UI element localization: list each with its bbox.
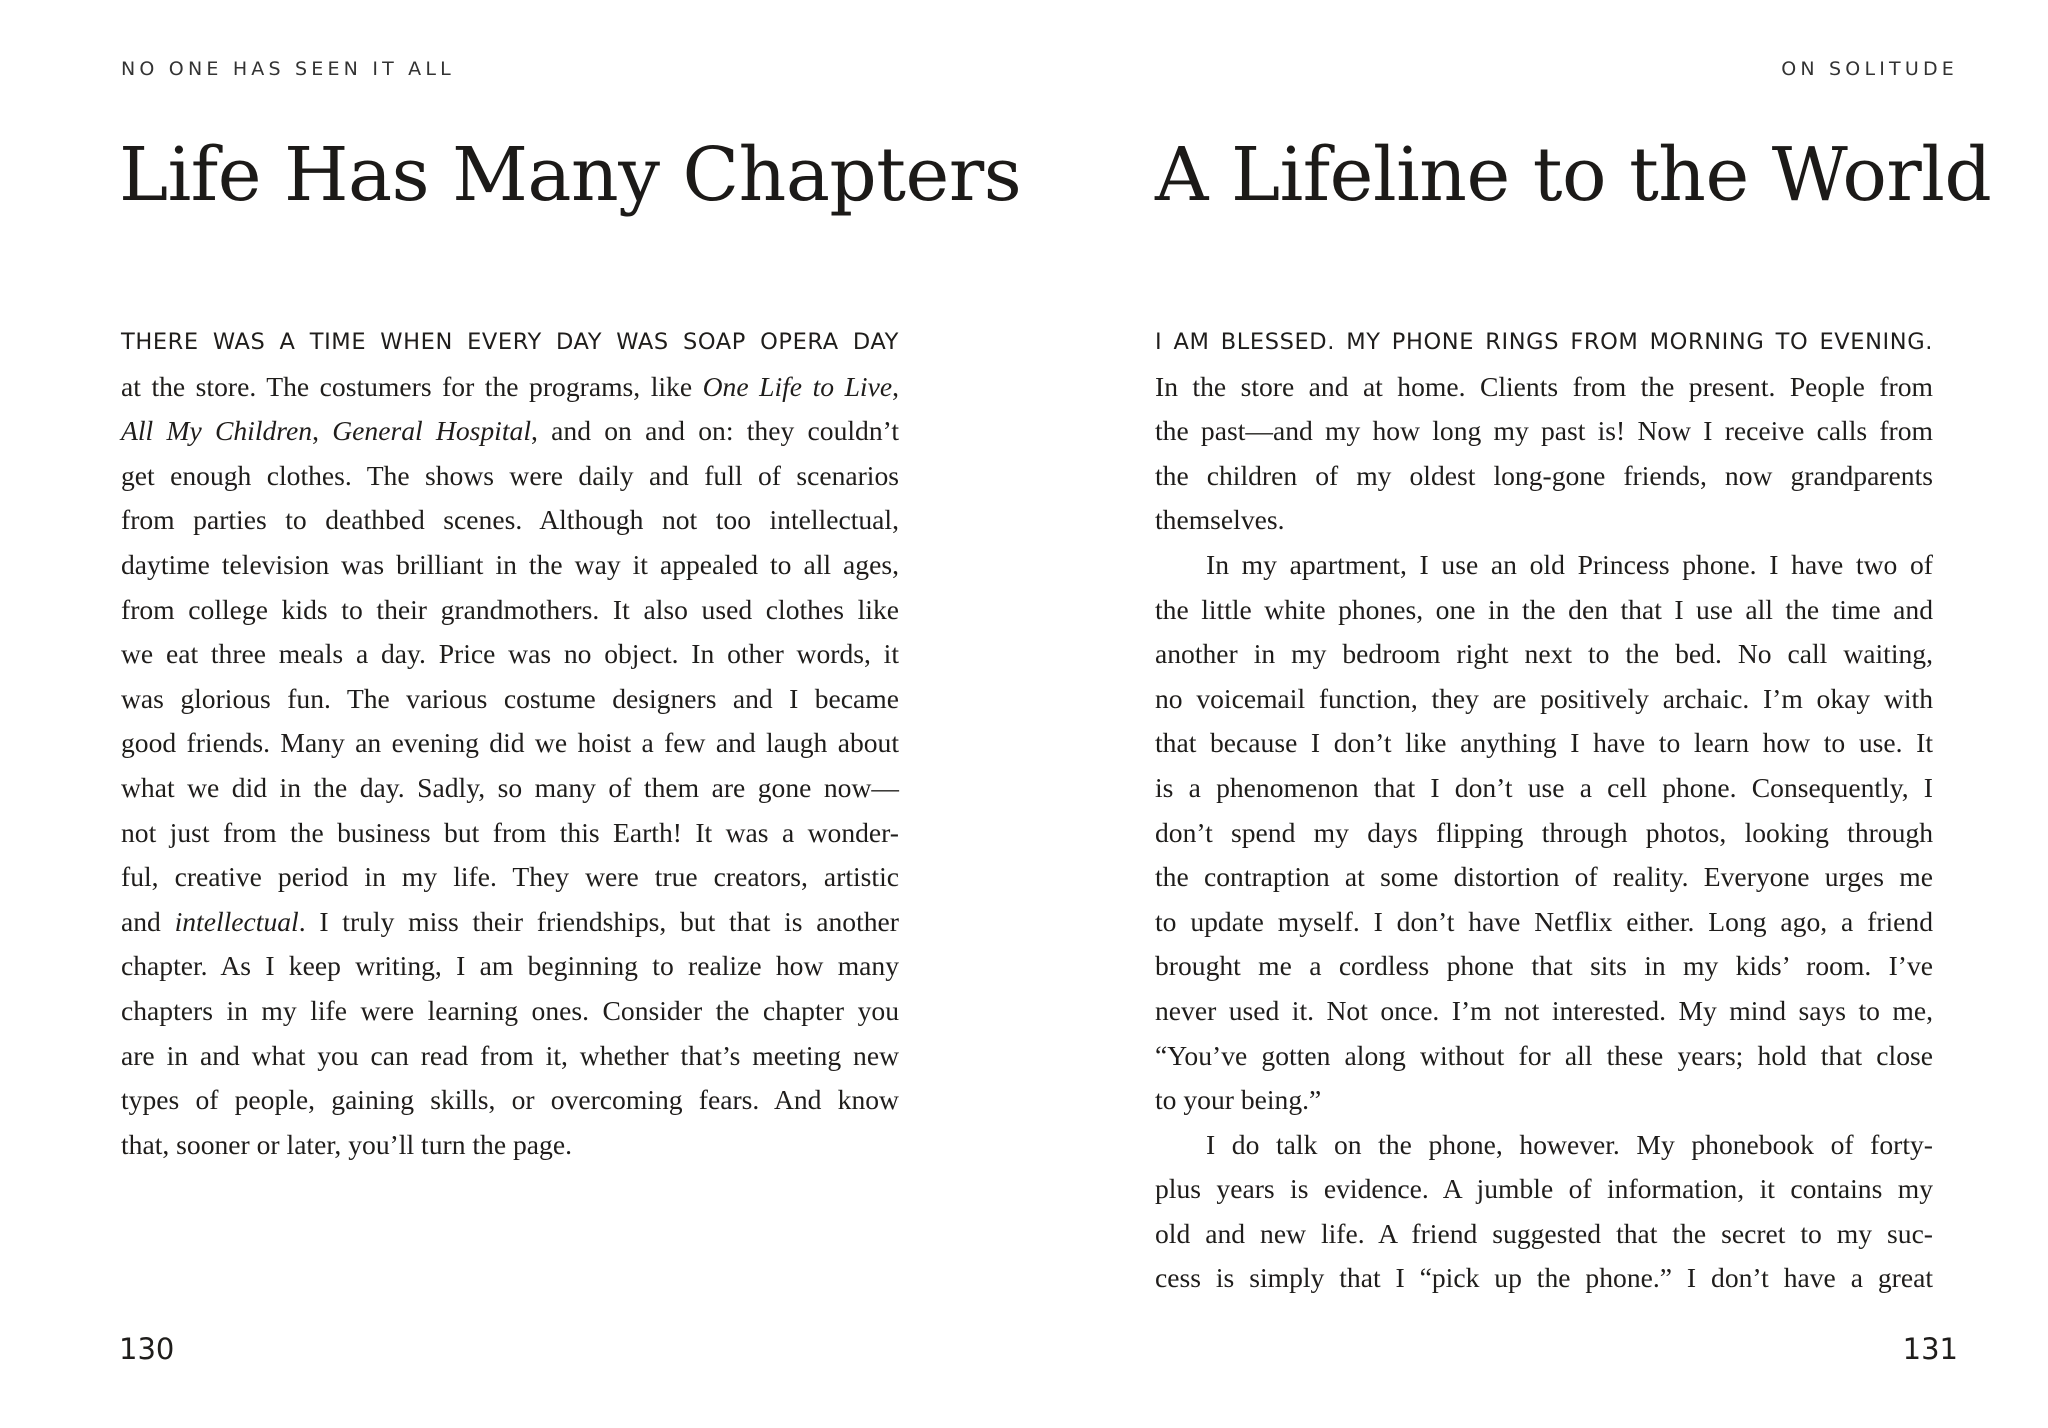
text-line: All My Children, General Hospital, and on and on: they couldn’t <box>121 415 900 447</box>
text-line: the past—and my how long my past is! Now I receive calls from <box>1155 415 1933 447</box>
text-line: no voicemail function, they are positively archaic. I’m okay with <box>1155 682 1933 714</box>
text-line: and intellectual. I truly miss their friendships, but that is another <box>121 905 899 937</box>
text-line: what we did in the day. Sadly, so many of them are gone now— <box>121 771 899 803</box>
text-line: chapter. As I keep writing, I am beginning to realize how many <box>121 950 899 982</box>
chapter-title: Life Has Many Chapters <box>119 132 1022 218</box>
text-line: not just from the business but from this Earth! It was a wonder- <box>121 816 899 848</box>
text-line: the contraption at some distortion of reality. Everyone urges me <box>1155 861 1933 893</box>
text-line: don’t spend my days flipping through photos, looking through <box>1155 816 1933 848</box>
text-line: that because I don’t like anything I have to learn how to use. It <box>1155 727 1933 759</box>
text-line: we eat three meals a day. Price was no object. In other words, it <box>121 638 899 670</box>
text-line: the little white phones, one in the den that I use all the time and <box>1155 593 1933 625</box>
text-line: at the store. The costumers for the programs, like One Life to Live, <box>121 370 899 402</box>
text-line: chapters in my life were learning ones. Consider the chapter you <box>121 994 899 1026</box>
body-text <box>1155 320 1933 1301</box>
text-line: is a phenomenon that I don’t use a cell phone. Consequently, I <box>1155 771 1933 803</box>
text-line: In my apartment, I use an old Princess phone. I have two of <box>1206 548 1933 580</box>
text-line: I do talk on the phone, however. My phonebook of forty- <box>1206 1128 1933 1160</box>
text-line: to your being.” <box>1155 1084 1322 1116</box>
running-head: NO ONE HAS SEEN IT ALL <box>121 58 455 80</box>
text-line: types of people, gaining skills, or overcoming fears. And know <box>121 1084 899 1116</box>
text-line: ful, creative period in my life. They were true creators, artistic <box>121 861 899 893</box>
text-line: the children of my oldest long-gone friends, now grandparents <box>1155 459 1933 491</box>
text-line: that, sooner or later, you’ll turn the page. <box>121 1128 572 1160</box>
text-line: from college kids to their grandmothers. It also used clothes like <box>121 593 899 625</box>
body-text <box>121 320 899 1167</box>
text-line: get enough clothes. The shows were daily and full of scenarios <box>121 459 899 491</box>
text-line: daytime television was brilliant in the way it appealed to all ages, <box>121 548 899 580</box>
text-line: to update myself. I don’t have Netflix either. Long ago, a friend <box>1155 905 1933 937</box>
text-line: I AM BLESSED. MY PHONE RINGS FROM MORNING TO EVENING. <box>1155 329 1933 355</box>
text-line: cess is simply that I “pick up the phone.” I don’t have a great <box>1155 1262 1933 1294</box>
text-line: was glorious fun. The various costume designers and I became <box>121 682 899 714</box>
text-line: themselves. <box>1155 504 1285 536</box>
text-line: brought me a cordless phone that sits in my kids’ room. I’ve <box>1155 950 1933 982</box>
text-line: good friends. Many an evening did we hoist a few and laugh about <box>121 727 899 759</box>
running-head: ON SOLITUDE <box>1781 58 1958 80</box>
right-page <box>1024 0 2048 1428</box>
text-line: old and new life. A friend suggested that the secret to my suc- <box>1155 1217 1933 1249</box>
page-number: 131 <box>1902 1332 1958 1366</box>
chapter-title: A Lifeline to the World <box>1155 132 1992 218</box>
page-number: 130 <box>119 1332 175 1366</box>
text-line: In the store and at home. Clients from the present. People from <box>1155 370 1933 402</box>
text-line: “You’ve gotten along without for all these years; hold that close <box>1155 1039 1933 1071</box>
text-line: plus years is evidence. A jumble of information, it contains my <box>1155 1173 1933 1205</box>
text-line: THERE WAS A TIME WHEN EVERY DAY WAS SOAP OPERA DAY <box>121 329 899 355</box>
text-line: are in and what you can read from it, whether that’s meeting new <box>121 1039 899 1071</box>
text-line: never used it. Not once. I’m not interested. My mind says to me, <box>1155 994 1933 1026</box>
text-line: another in my bedroom right next to the bed. No call waiting, <box>1155 638 1933 670</box>
text-line: from parties to deathbed scenes. Although not too intellectual, <box>121 504 899 536</box>
